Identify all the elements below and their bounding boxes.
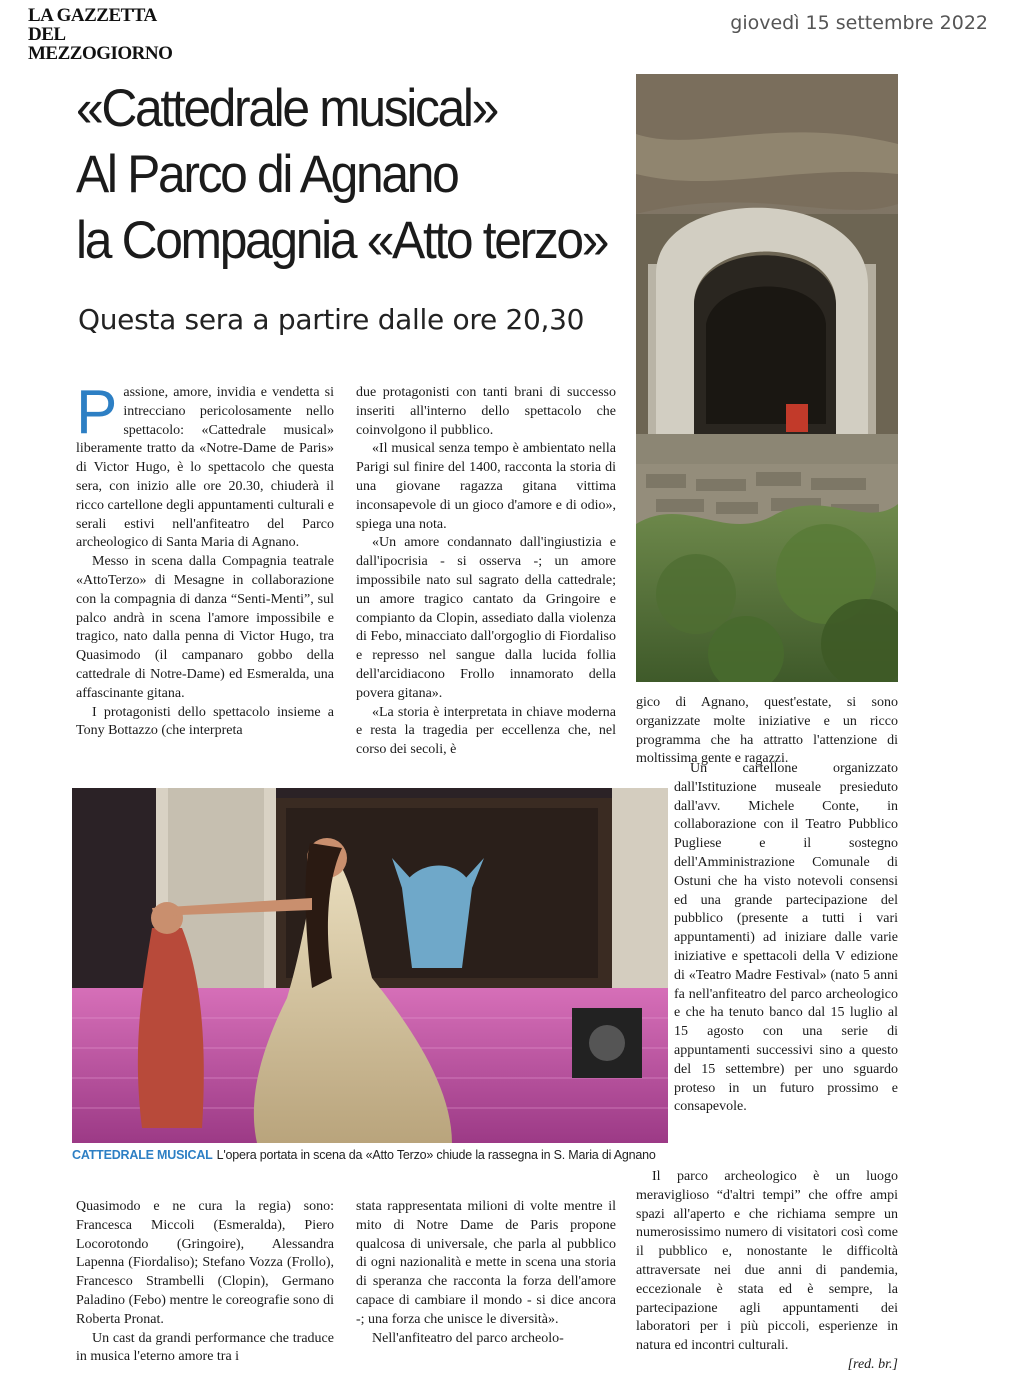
headline-line2: Al Parco di Agnano: [76, 145, 458, 204]
issue-date: giovedì 15 settembre 2022: [730, 12, 988, 34]
subtitle: Questa sera a partire dalle ore 20,30: [78, 303, 585, 336]
paragraph: stata rappresentata milioni di volte mentre il mito di Notre Dame de Paris propone qualcosa di universale, che parla al pubblico di ogni nazionalità e mette in scena una storia di speranza che racconta la forza dell'amore capace di cambiare il mondo - si dice ancora -; una forza che unisce le diversità».: [356, 1199, 616, 1327]
arch-photo: [636, 74, 898, 682]
headline: [76, 76, 608, 274]
caption-text: L'opera portata in scena da «Atto Terzo» chiude la rassegna in S. Maria di Agnano: [216, 1148, 656, 1162]
headline-line1: «Cattedrale musical»: [76, 79, 497, 138]
paragraph: gico di Agnano, quest'estate, si sono organizzate molte iniziative e un ricco programma che ha attratto l'attenzione di moltissima gente e ragazzi.: [636, 695, 898, 767]
caption-tag: CATTEDRALE MUSICAL: [72, 1148, 213, 1162]
author-credit: [red. br.]: [847, 1356, 898, 1372]
newspaper-logo: [28, 5, 173, 64]
paragraph: Un cartellone organizzato dall'Istituzione museale presieduto dall'avv. Michele Conte, in collaborazione con il Teatro Pubblico Pugliese e il sostegno dell'Amministrazione Comunale di Ostuni che ha visto notevoli consensi ed una grande partecipazione del pubblico (presente a tutti i vari appuntamenti) ad iniziare dalle varie iniziative e spettacoli della V edizione di «Teatro Madre Festival» (nato 5 anni fa nell'anfiteatro del parco archeologico e che ha tenuto banco dal 15 luglio al 15 agosto con una serie di appuntamenti successivi sino a questo del 15 settembre) per uno sguardo proteso in un futuro prossimo e consapevole.: [674, 761, 898, 1115]
paragraph: Messo in scena dalla Compagnia teatrale «AttoTerzo» di Mesagne in collaborazione con la compagnia di danza “Senti-Menti”, sul palco andrà in scena l'amore impossibile e tragico, nato dalla penna di Victor Hugo, tra Quasimodo (il campanaro gobbo della cattedrale di Notre-Dame) ed Esmeralda, una affascinante gitana.: [76, 554, 334, 701]
article-column-2-bottom: [356, 1198, 616, 1348]
paragraph: «Il musical senza tempo è ambientato nella Parigi sul finire del 1400, racconta la storia di una giovane ragazza gitana vittima inconsapevole di un gioco d'amore e di odio», spiega una nota.: [356, 441, 616, 532]
masthead-line2: DEL MEZZOGIORNO: [28, 24, 173, 64]
paragraph: due protagonisti con tanti brani di successo inseriti all'interno dello spettacolo che coinvolgono il pubblico.: [356, 385, 616, 438]
paragraph: «La storia è interpretata in chiave moderna e resta la tragedia per eccellenza che, nel corso dei secoli, è: [356, 704, 616, 758]
article-column-3: [674, 760, 898, 1117]
dropcap: P: [76, 378, 118, 447]
paragraph: «Un amore condannato dall'ingiustizia e dall'ipocrisia - si osserva -; un amore impossibile nato sul sagrato della cattedrale; un amore tragico cantato da Gringoire e compianto da Clopin, assediato dalla violenza di Febo, minacciato dall'orgoglio di Fiordaliso e represso nel sangue dalla lucida follia dell'arcidiacono Frollo innamorato della povera gitana».: [356, 535, 616, 701]
paragraph: Il parco archeologico è un luogo meraviglioso “d'altri tempi” che offre ampi spazi all'aperto e che richiama sempre un numerosissimo numero di visitatori così come il pubblico e, nonostante le difficoltà attraversate nei due anni di pandemia, eccezionale è stata ed è sempre, la partecipazione agli appuntamenti dei laboratori per i più piccoli, esperienze in natura ed incontri culturali.: [636, 1169, 898, 1354]
stage-photo-image: [72, 788, 668, 1143]
article-column-3-top: [636, 694, 898, 769]
article-column-3-bottom: [636, 1168, 898, 1375]
paragraph: Quasimodo e ne cura la regia) sono: Francesca Miccoli (Esmeralda), Piero Locorotondo (Gringoire), Alessandra Lapenna (Fiordaliso); Stefano Vozza (Frollo), Francesco Strambelli (Clopin), Germano Paladino (Febo) mentre le coreografie sono di Roberta Pronat.: [76, 1199, 334, 1327]
paragraph: Nell'anfiteatro del parco archeolo-: [372, 1330, 564, 1346]
arch-photo-image: [636, 74, 898, 682]
masthead-line1: LA GAZZETTA: [28, 5, 157, 26]
photo-caption: [72, 1148, 672, 1162]
paragraph: assione, amore, invidia e vendetta si intrecciano pericolosamente nello spettacolo: «Cattedrale musical» liberamente tratto da «Notre-Dame de Paris» di Victor Hugo, è lo spettacolo che questa sera, con inizio alle ore 20.30, chiuderà il ricco cartellone degli appuntamenti culturali e serali estivi nell'anfiteatro del Parco archeologico di Santa Maria di Agnano.: [76, 385, 334, 551]
article-column-1-bottom: [76, 1198, 334, 1367]
paragraph: I protagonisti dello spettacolo insieme a Tony Bottazzo (che interpreta: [76, 704, 334, 739]
stage-photo: [72, 788, 668, 1143]
headline-line3: la Compagnia «Atto terzo»: [76, 211, 608, 270]
paragraph: Un cast da grandi performance che traduce in musica l'eterno amore tra i: [76, 1330, 334, 1365]
article-column-2: [356, 384, 616, 760]
article-column-1: [76, 378, 334, 741]
